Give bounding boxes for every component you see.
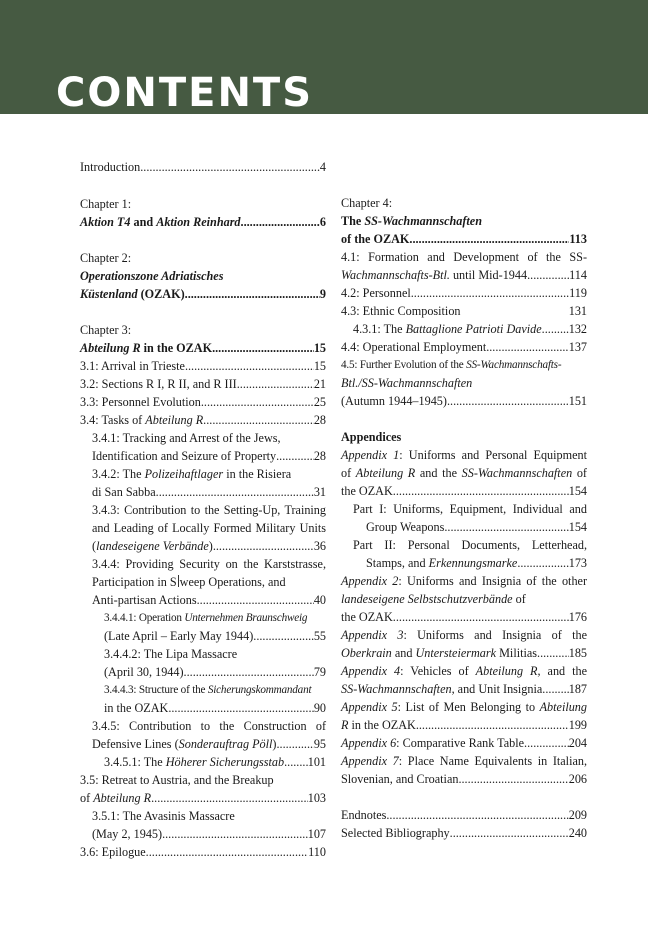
toc-entry-3-4[interactable]: 3.4: Tasks of Abteilung R ..... 28	[80, 411, 326, 429]
leader-dots	[527, 266, 569, 284]
leader-dots	[409, 230, 569, 248]
text-cursor	[178, 575, 179, 587]
toc-entry-chapter-2[interactable]: Küstenland (OZAK) ..... 9	[80, 285, 326, 303]
leader-dots	[276, 447, 314, 465]
toc-entry-3-4-3-line: and Leading of Locally Formed Military Units	[92, 521, 326, 535]
leader-dots	[411, 284, 569, 302]
toc-entry-3-4-4-1-line: 3.4.4.1: Operation Unternehmen Braunschweig	[104, 612, 308, 624]
leader-dots	[212, 339, 314, 357]
leader-dots	[447, 392, 569, 410]
leader-dots	[213, 537, 314, 555]
page-number: 36	[313, 539, 326, 553]
toc-entry-3-4-3[interactable]: (landeseigene Verbände) ..... 36	[80, 537, 326, 555]
page-number: 31	[313, 485, 326, 499]
toc-entry-4-1-line: 4.1: Formation and Development of the SS-	[341, 250, 587, 264]
page-number: 209	[568, 808, 587, 822]
page-number: 187	[568, 682, 587, 696]
toc-entry-4-5[interactable]: (Autumn 1944–1945) ..... 151	[341, 392, 587, 410]
page-number: 25	[313, 395, 326, 409]
toc-entry-chapter-1[interactable]: Aktion T4 and Aktion Reinhard ..... 6	[80, 213, 326, 231]
leader-dots	[253, 627, 314, 645]
toc-entry-chapter-3[interactable]: Abteilung R in the OZAK ..... 15	[80, 339, 326, 357]
toc-entry-3-4-5[interactable]: Defensive Lines (Sonderauftrag Pöll) ..... 95	[80, 735, 326, 753]
toc-entry-appendix-6[interactable]: Appendix 6: Comparative Rank Table ..... 204	[341, 734, 587, 752]
leader-dots	[524, 734, 569, 752]
leader-dots	[151, 789, 308, 807]
page-number: 119	[569, 286, 587, 300]
toc-entry-3-4-2-line: 3.4.2: The Polizeihaftlager in the Risiera	[92, 467, 292, 481]
toc-entry-3-4-1[interactable]: Identification and Seizure of Property ..... 28	[80, 447, 326, 465]
toc-entry-4-2[interactable]: 4.2: Personnel ..... 119	[341, 284, 587, 302]
toc-entry-3-6[interactable]: 3.6: Epilogue ..... 110	[80, 843, 326, 861]
toc-entry-appendix-5[interactable]: R in the OZAK ..... 199	[341, 716, 587, 734]
leader-dots	[146, 843, 308, 861]
toc-entry-4-5-line: Btl./SS-Wachmannschaften	[341, 376, 473, 390]
leader-dots	[140, 158, 320, 176]
toc-entry-3-1[interactable]: 3.1: Arrival in Trieste ..... 15	[80, 357, 326, 375]
leader-dots	[203, 411, 314, 429]
leader-dots	[184, 663, 314, 681]
chapter-label: Chapter 2:	[80, 251, 132, 265]
leader-dots	[444, 518, 568, 536]
page-number: 199	[568, 718, 587, 732]
leader-dots	[197, 591, 314, 609]
page-number: 107	[307, 827, 326, 841]
toc-entry-3-2[interactable]: 3.2: Sections R I, R II, and R III ..... 21	[80, 375, 326, 393]
toc-entry-appendix-7[interactable]: Slovenian, and Croatian ..... 206	[341, 770, 587, 788]
page-number: 40	[313, 593, 326, 607]
toc-entry-bibliography[interactable]: Selected Bibliography ..... 240	[341, 824, 587, 842]
leader-dots	[185, 285, 320, 303]
toc-entry-3-5-1-line: 3.5.1: The Avasinis Massacre	[92, 809, 235, 823]
leader-dots	[237, 375, 314, 393]
leader-dots	[393, 608, 569, 626]
toc-column-left	[80, 158, 326, 861]
toc-entry-3-5-1[interactable]: (May 2, 1945) ..... 107	[80, 825, 326, 843]
leader-dots	[542, 320, 569, 338]
toc-entry-appendix-1-part-1[interactable]: Group Weapons ..... 154	[341, 518, 587, 536]
toc-entry-appendix-1-part-2[interactable]: Stamps, and Erkennungsmarke ..... 173	[341, 554, 587, 572]
toc-entry-3-3[interactable]: 3.3: Personnel Evolution ..... 25	[80, 393, 326, 411]
toc-entry-appendix-1-part-2-line: Part II: Personal Documents, Letterhead,	[353, 538, 587, 552]
toc-entry-appendix-2[interactable]: the OZAK ..... 176	[341, 608, 587, 626]
toc-entry-3-4-5-1[interactable]: 3.4.5.1: The Höherer Sicherungsstab ..... 101	[80, 753, 326, 771]
leader-dots	[542, 680, 568, 698]
leader-dots	[486, 338, 569, 356]
toc-entry-3-4-4-3-line: 3.4.4.3: Structure of the Sicherungskommandant	[104, 684, 312, 696]
page-number: 15	[313, 341, 326, 355]
toc-entry-appendix-2-line: landeseigene Selbstschutzverbände of	[341, 592, 526, 606]
toc-entry-4-5-line: 4.5: Further Evolution of the SS-Wachmannschafts-	[341, 359, 562, 371]
toc-entry-appendix-4-line: Appendix 4: Vehicles of Abteilung R, and the	[341, 664, 587, 678]
page-title: CONTENTS	[56, 70, 314, 116]
leader-dots	[162, 825, 308, 843]
page-number: 90	[313, 701, 326, 715]
page-number: 204	[568, 736, 587, 750]
page-number: 103	[307, 791, 326, 805]
page-number: 132	[568, 322, 587, 336]
page-number: 6	[319, 215, 326, 229]
toc-entry-3-4-4-1[interactable]: (Late April – Early May 1944) ..... 55	[80, 627, 326, 645]
page-number: 114	[569, 268, 587, 282]
toc-entry-3-4-4-2[interactable]: (April 30, 1944) ..... 79	[80, 663, 326, 681]
leader-dots	[517, 554, 568, 572]
leader-dots	[201, 393, 314, 411]
toc-entry-3-4-4-line: 3.4.4: Providing Security on the Karststrasse,	[92, 557, 326, 571]
toc-entry-3-4-2[interactable]: di San Sabba ..... 31	[80, 483, 326, 501]
toc-entry-3-4-4[interactable]: Anti-partisan Actions ..... 40	[80, 591, 326, 609]
page-number: 15	[313, 359, 326, 373]
toc-entry-4-4[interactable]: 4.4: Operational Employment ..... 137	[341, 338, 587, 356]
page-number: 95	[313, 737, 326, 751]
toc-entry-chapter-4-line: The SS-Wachmannschaften	[341, 214, 482, 228]
toc-entry-appendix-1[interactable]: the OZAK ..... 154	[341, 482, 587, 500]
leader-dots	[241, 213, 320, 231]
toc-entry-3-4-3-line: 3.4.3: Contribution to the Setting-Up, Training	[92, 503, 326, 517]
toc-entry-4-1[interactable]: Wachmannschafts-Btl. until Mid-1944 ..... 114	[341, 266, 587, 284]
chapter-label: Chapter 3:	[80, 323, 132, 337]
toc-entry-3-5-line: 3.5: Retreat to Austria, and the Breakup	[80, 773, 274, 787]
page-number: 113	[569, 232, 587, 246]
page-number: 79	[313, 665, 326, 679]
toc-entry-appendix-3-line: Appendix 3: Uniforms and Insignia of the	[341, 628, 587, 642]
toc-entry-3-4-4-3[interactable]: in the OZAK ..... 90	[80, 699, 326, 717]
toc-entry-endnotes[interactable]: Endnotes ..... 209	[341, 806, 587, 824]
page-number: 28	[313, 413, 326, 427]
leader-dots	[156, 483, 314, 501]
leader-dots	[284, 753, 308, 771]
toc-entry-appendix-1-part-1-line: Part I: Uniforms, Equipment, Individual and	[353, 502, 587, 516]
page-number: 131	[568, 304, 587, 318]
page-number: 185	[568, 646, 587, 660]
page-number: 21	[313, 377, 326, 391]
toc-entry-appendix-7-line: Appendix 7: Place Name Equivalents in Italian,	[341, 754, 588, 768]
toc-entry-appendix-4[interactable]: SS-Wachmannschaften, and Unit Insignia ..... 187	[341, 680, 587, 698]
page-number: 9	[319, 287, 326, 301]
leader-dots	[386, 806, 568, 824]
leader-dots	[450, 824, 569, 842]
appendices-heading: Appendices	[341, 430, 402, 444]
page-number: 110	[308, 845, 326, 859]
toc-entry-appendix-5-line: Appendix 5: List of Men Belonging to Abteilung	[341, 700, 587, 714]
leader-dots	[458, 770, 568, 788]
toc-entry-appendix-1-line: Appendix 1: Uniforms and Personal Equipment	[341, 448, 587, 462]
page-number: 154	[568, 520, 587, 534]
page-number: 176	[568, 610, 587, 624]
page-number: 101	[307, 755, 326, 769]
toc-entry-3-4-1-line: 3.4.1: Tracking and Arrest of the Jews,	[92, 431, 281, 445]
page-number: 137	[568, 340, 587, 354]
page-number: 55	[313, 629, 326, 643]
page-number: 154	[568, 484, 587, 498]
page-number: 151	[568, 394, 587, 408]
page-number: 173	[568, 556, 587, 570]
toc-entry-chapter-2-line: Operationszone Adriatisches	[80, 269, 224, 283]
toc-entry-introduction[interactable]: Introduction ..... 4	[80, 158, 326, 176]
leader-dots	[537, 644, 569, 662]
toc-entry-appendix-2-line: Appendix 2: Uniforms and Insignia of the other	[341, 574, 588, 588]
toc-entry-3-4-4-2-line: 3.4.4.2: The Lipa Massacre	[104, 647, 238, 661]
page-number: 4	[319, 160, 326, 174]
page-number: 28	[313, 449, 326, 463]
toc-entry-3-5[interactable]: of Abteilung R ..... 103	[80, 789, 326, 807]
leader-dots	[416, 716, 569, 734]
toc-entry-4-3[interactable]: 4.3: Ethnic Composition 131	[341, 304, 587, 318]
leader-dots	[168, 699, 314, 717]
chapter-label: Chapter 1:	[80, 197, 132, 211]
toc-column-right	[341, 194, 587, 842]
toc-entry-chapter-4[interactable]: of the OZAK ..... 113	[341, 230, 587, 248]
toc-entry-4-3-1[interactable]: 4.3.1: The Battaglione Patrioti Davide ..... 132	[341, 320, 587, 338]
toc-entry-3-4-5-line: 3.4.5: Contribution to the Construction of	[92, 719, 326, 733]
leader-dots	[185, 357, 314, 375]
page-number: 206	[568, 772, 587, 786]
toc-entry-appendix-1-line: of Abteilung R and the SS-Wachmannschaften of	[341, 466, 587, 480]
toc-entry-appendix-3[interactable]: Oberkrain and Untersteiermark Militias ..... 185	[341, 644, 587, 662]
toc-entry-3-4-4-line: Participation in S weep Operations, and	[92, 575, 286, 589]
leader-dots	[393, 482, 569, 500]
page-number: 240	[568, 826, 587, 840]
chapter-label: Chapter 4:	[341, 196, 393, 210]
leader-dots	[276, 735, 313, 753]
